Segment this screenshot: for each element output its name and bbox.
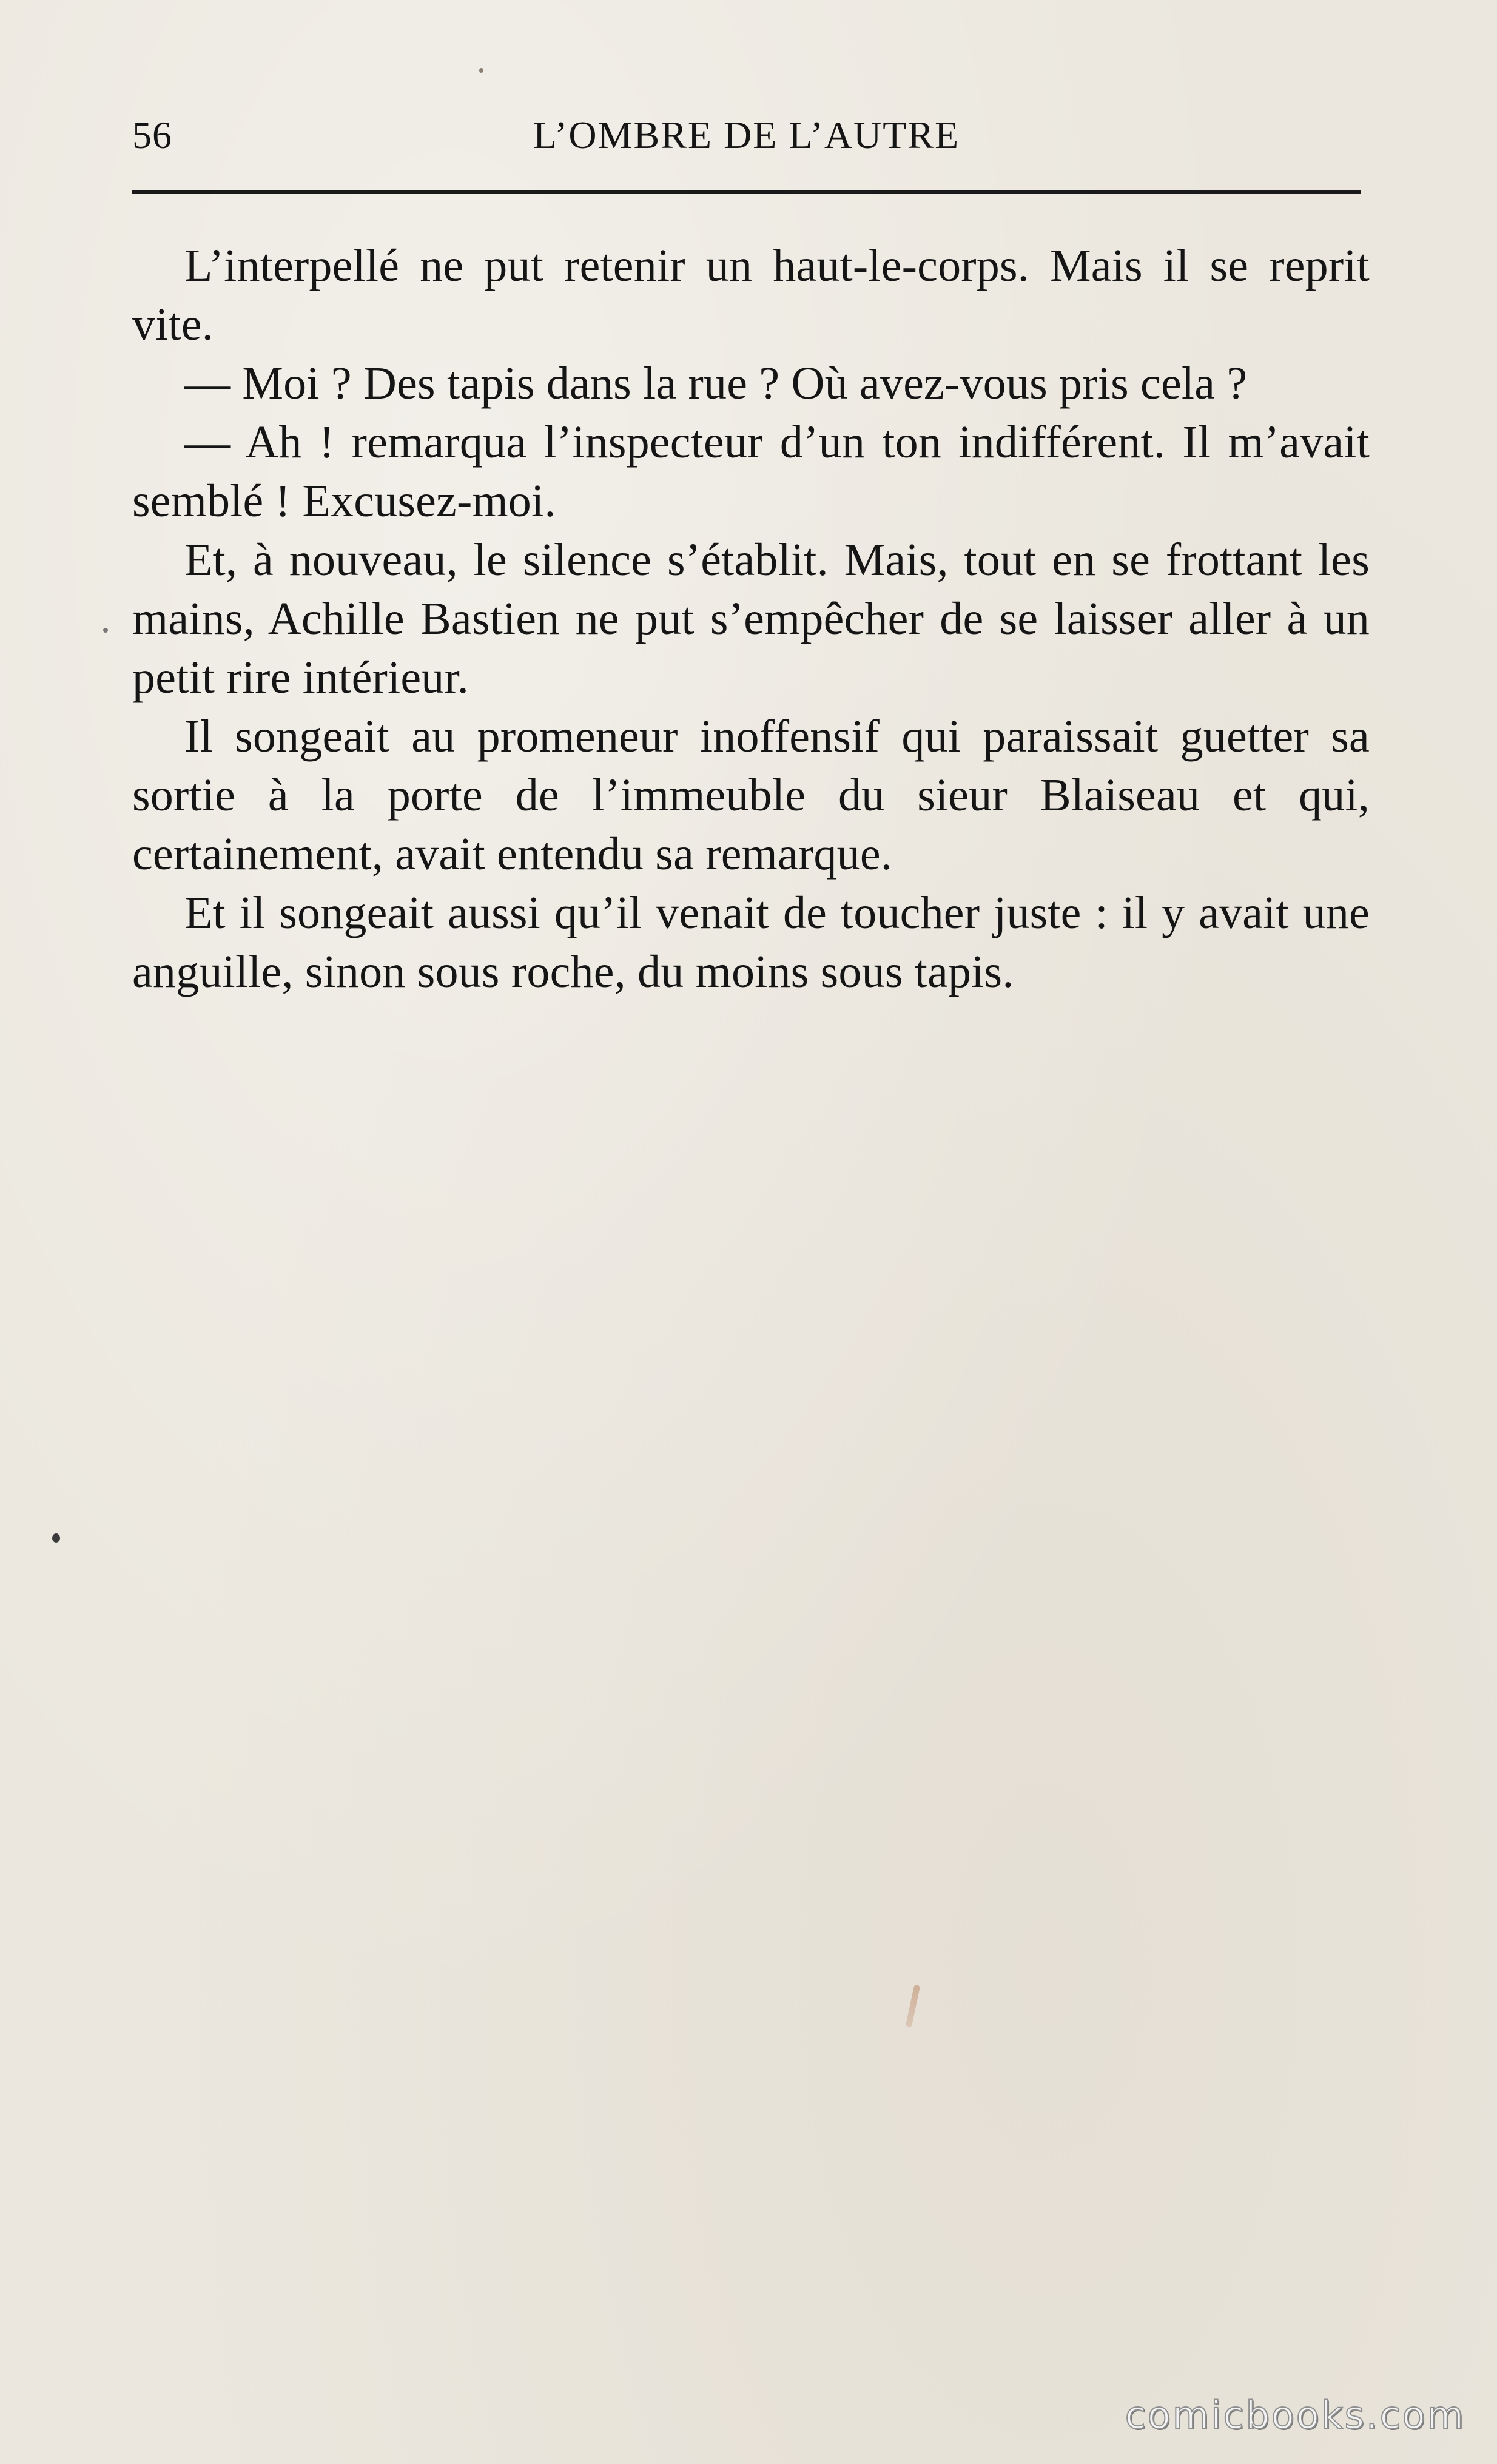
header-rule [132,190,1361,194]
paragraph: Et il songeait aussi qu’il venait de toucher juste : il y avait une anguille, sinon sous roche, du moins sous tapis. [132,887,1370,997]
paragraph: L’interpellé ne put retenir un haut-le-corps. Mais il se reprit vite. [132,240,1370,350]
running-header [132,108,1361,163]
paragraph: Il songeait au promeneur inoffensif qui paraissait guetter sa sortie à la porte de l’immeuble du sieur Blaiseau et qui, certainement, avait entendu sa remarque. [132,711,1370,880]
body-text [132,237,1370,1001]
paragraph: — Moi ? Des tapis dans la rue ? Où avez-vous pris cela ? [184,358,1248,409]
page-number: 56 [132,113,172,157]
watermark: comicbooks.com [1125,2393,1465,2437]
running-title: L’OMBRE DE L’AUTRE [533,113,960,157]
paper-speck [52,1533,60,1543]
paper-speck [103,628,108,633]
paragraph: Et, à nouveau, le silence s’établit. Mais, tout en se frottant les mains, Achille Bastien ne put s’empêcher de se laisser aller à un petit rire intérieur. [132,534,1370,703]
paragraph: — Ah ! remarqua l’inspecteur d’un ton indifférent. Il m’avait semblé ! Excusez-moi. [132,417,1370,527]
paper-stain [906,1985,920,2028]
paper-speck [479,68,483,73]
